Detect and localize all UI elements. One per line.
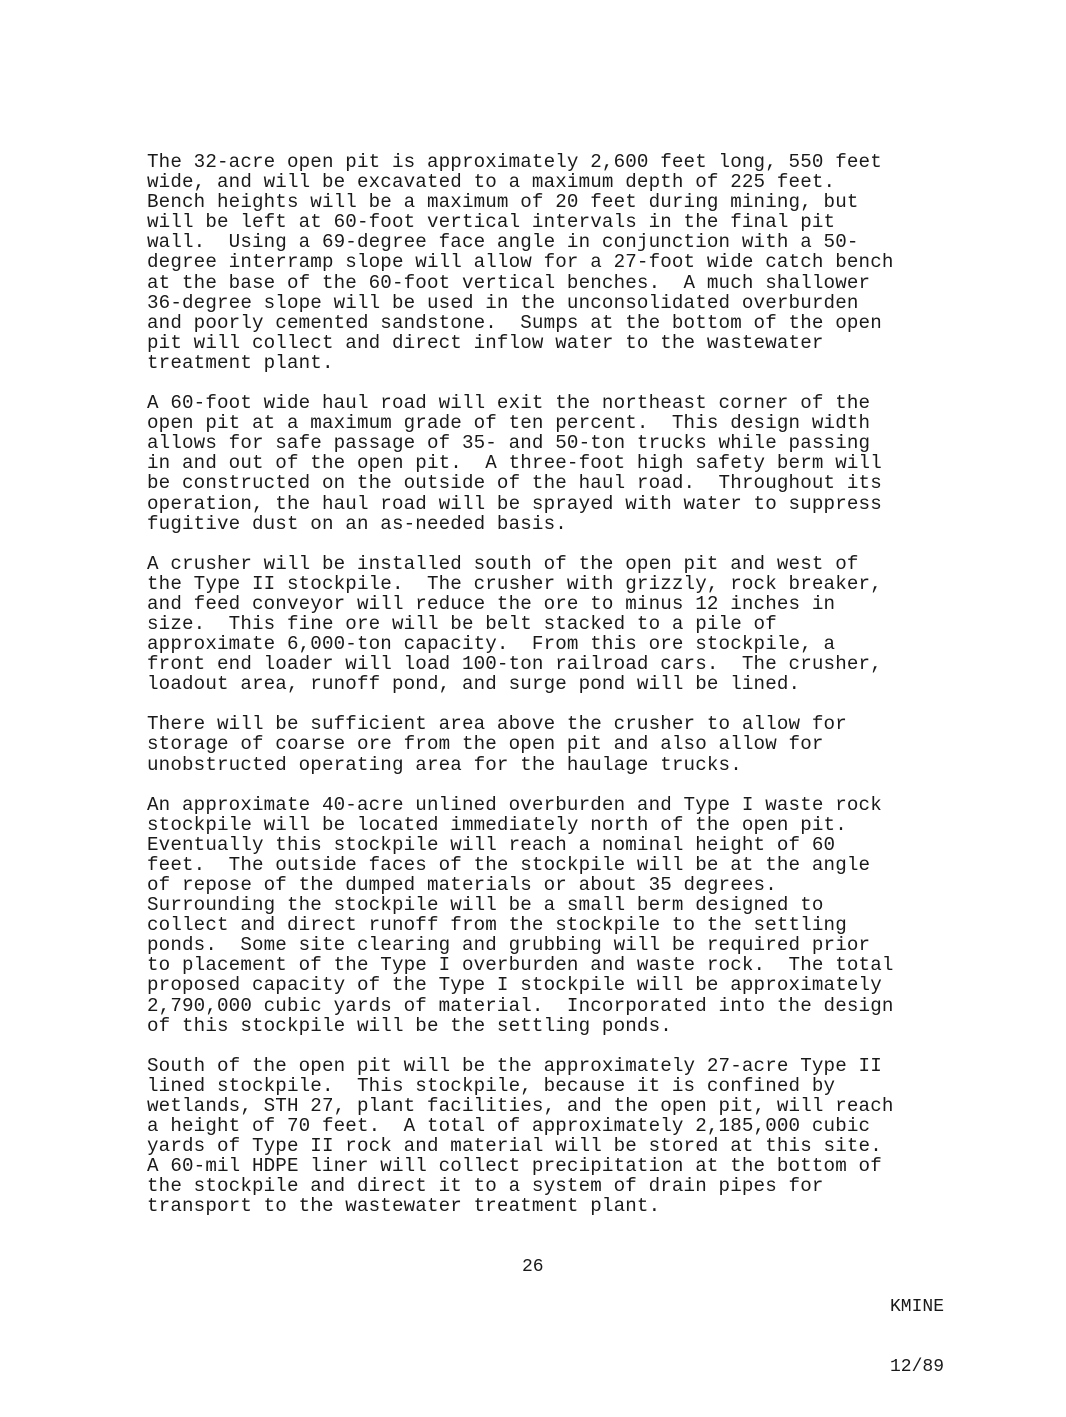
text-line: yards of Type II rock and material will be stored at this site.	[147, 1135, 882, 1158]
text-line: There will be sufficient area above the crusher to allow for	[147, 713, 847, 736]
text-line: loadout area, runoff pond, and surge pond will be lined.	[147, 673, 801, 696]
text-line: feet. The outside faces of the stockpile will be at the angle	[147, 853, 871, 876]
text-line: South of the open pit will be the approximately 27-acre Type II	[147, 1054, 882, 1077]
text-line: degree interramp slope will allow for a 27-foot wide catch bench	[147, 251, 894, 274]
text-line: the Type II stockpile. The crusher with grizzly, rock breaker,	[147, 572, 882, 595]
text-line: stockpile will be located immediately north of the open pit.	[147, 813, 847, 836]
text-line: Surrounding the stockpile will be a small berm designed to	[147, 894, 824, 917]
text-line: A crusher will be installed south of the open pit and west of	[147, 552, 859, 575]
text-line: collect and direct runoff from the stockpile to the settling	[147, 914, 847, 937]
paragraph-coarse-ore	[147, 714, 967, 774]
text-line: front end loader will load 100-ton railroad cars. The crusher,	[147, 653, 882, 676]
paragraph-type-i-stockpile	[147, 795, 967, 1036]
text-line: at the base of the 60-foot vertical benches. A much shallower	[147, 271, 871, 294]
text-line: transport to the wastewater treatment plant.	[147, 1195, 661, 1218]
text-line: proposed capacity of the Type I stockpile will be approximately	[147, 974, 882, 997]
text-line: ponds. Some site clearing and grubbing will be required prior	[147, 934, 871, 957]
text-line: approximate 6,000-ton capacity. From this ore stockpile, a	[147, 633, 836, 656]
text-line: operation, the haul road will be sprayed with water to suppress	[147, 492, 882, 515]
text-line: Bench heights will be a maximum of 20 feet during mining, but	[147, 191, 859, 214]
text-line: of repose of the dumped materials or about 35 degrees.	[147, 874, 777, 896]
text-line: pit will collect and direct inflow water to the wastewater	[147, 331, 824, 354]
paragraph-crusher	[147, 554, 967, 695]
text-line: a height of 70 feet. A total of approximately 2,185,000 cubic	[147, 1115, 871, 1138]
page-number: 26	[522, 1257, 544, 1277]
text-line: lined stockpile. This stockpile, because it is confined by	[147, 1074, 836, 1097]
text-line: treatment plant.	[147, 351, 334, 374]
text-line: An approximate 40-acre unlined overburden and Type I waste rock	[147, 793, 882, 816]
text-line: the stockpile and direct it to a system of drain pipes for	[147, 1175, 824, 1198]
text-line: open pit at a maximum grade of ten percent. This design width	[147, 412, 871, 435]
text-line: wide, and will be excavated to a maximum depth of 225 feet.	[147, 171, 836, 194]
text-line: size. This fine ore will be belt stacked to a pile of	[147, 612, 777, 635]
text-line: of this stockpile will be the settling ponds.	[147, 1014, 672, 1037]
text-line: The 32-acre open pit is approximately 2,600 feet long, 550 feet	[147, 151, 882, 173]
paragraph-open-pit	[147, 152, 967, 373]
document-body	[147, 152, 967, 1237]
text-line: storage of coarse ore from the open pit and also allow for	[147, 733, 824, 756]
text-line: be constructed on the outside of the haul road. Throughout its	[147, 472, 882, 495]
text-line: A 60-mil HDPE liner will collect precipitation at the bottom of	[147, 1155, 882, 1178]
text-line: and feed conveyor will reduce the ore to minus 12 inches in	[147, 592, 836, 615]
document-code	[890, 1257, 944, 1417]
text-line: unobstructed operating area for the haulage trucks.	[147, 753, 742, 776]
document-code-date: 12/89	[890, 1357, 945, 1377]
text-line: allows for safe passage of 35- and 50-ton trucks while passing	[147, 432, 871, 455]
text-line: wall. Using a 69-degree face angle in conjunction with a 50-	[147, 231, 859, 254]
paragraph-type-ii-stockpile	[147, 1056, 967, 1217]
text-line: and poorly cemented sandstone. Sumps at the bottom of the open	[147, 311, 882, 334]
text-line: wetlands, STH 27, plant facilities, and the open pit, will reach	[147, 1094, 894, 1117]
text-line: A 60-foot wide haul road will exit the northeast corner of the	[147, 392, 871, 415]
document-code-name: KMINE	[890, 1297, 945, 1317]
text-line: 2,790,000 cubic yards of material. Incorporated into the design	[147, 994, 894, 1017]
text-line: Eventually this stockpile will reach a nominal height of 60	[147, 833, 836, 856]
text-line: to placement of the Type I overburden and waste rock. The total	[147, 954, 894, 977]
text-line: fugitive dust on an as-needed basis.	[147, 512, 567, 535]
paragraph-haul-road	[147, 393, 967, 534]
text-line: in and out of the open pit. A three-foot high safety berm will	[147, 452, 882, 475]
text-line: 36-degree slope will be used in the unconsolidated overburden	[147, 291, 859, 314]
text-line: will be left at 60-foot vertical intervals in the final pit	[147, 211, 836, 234]
